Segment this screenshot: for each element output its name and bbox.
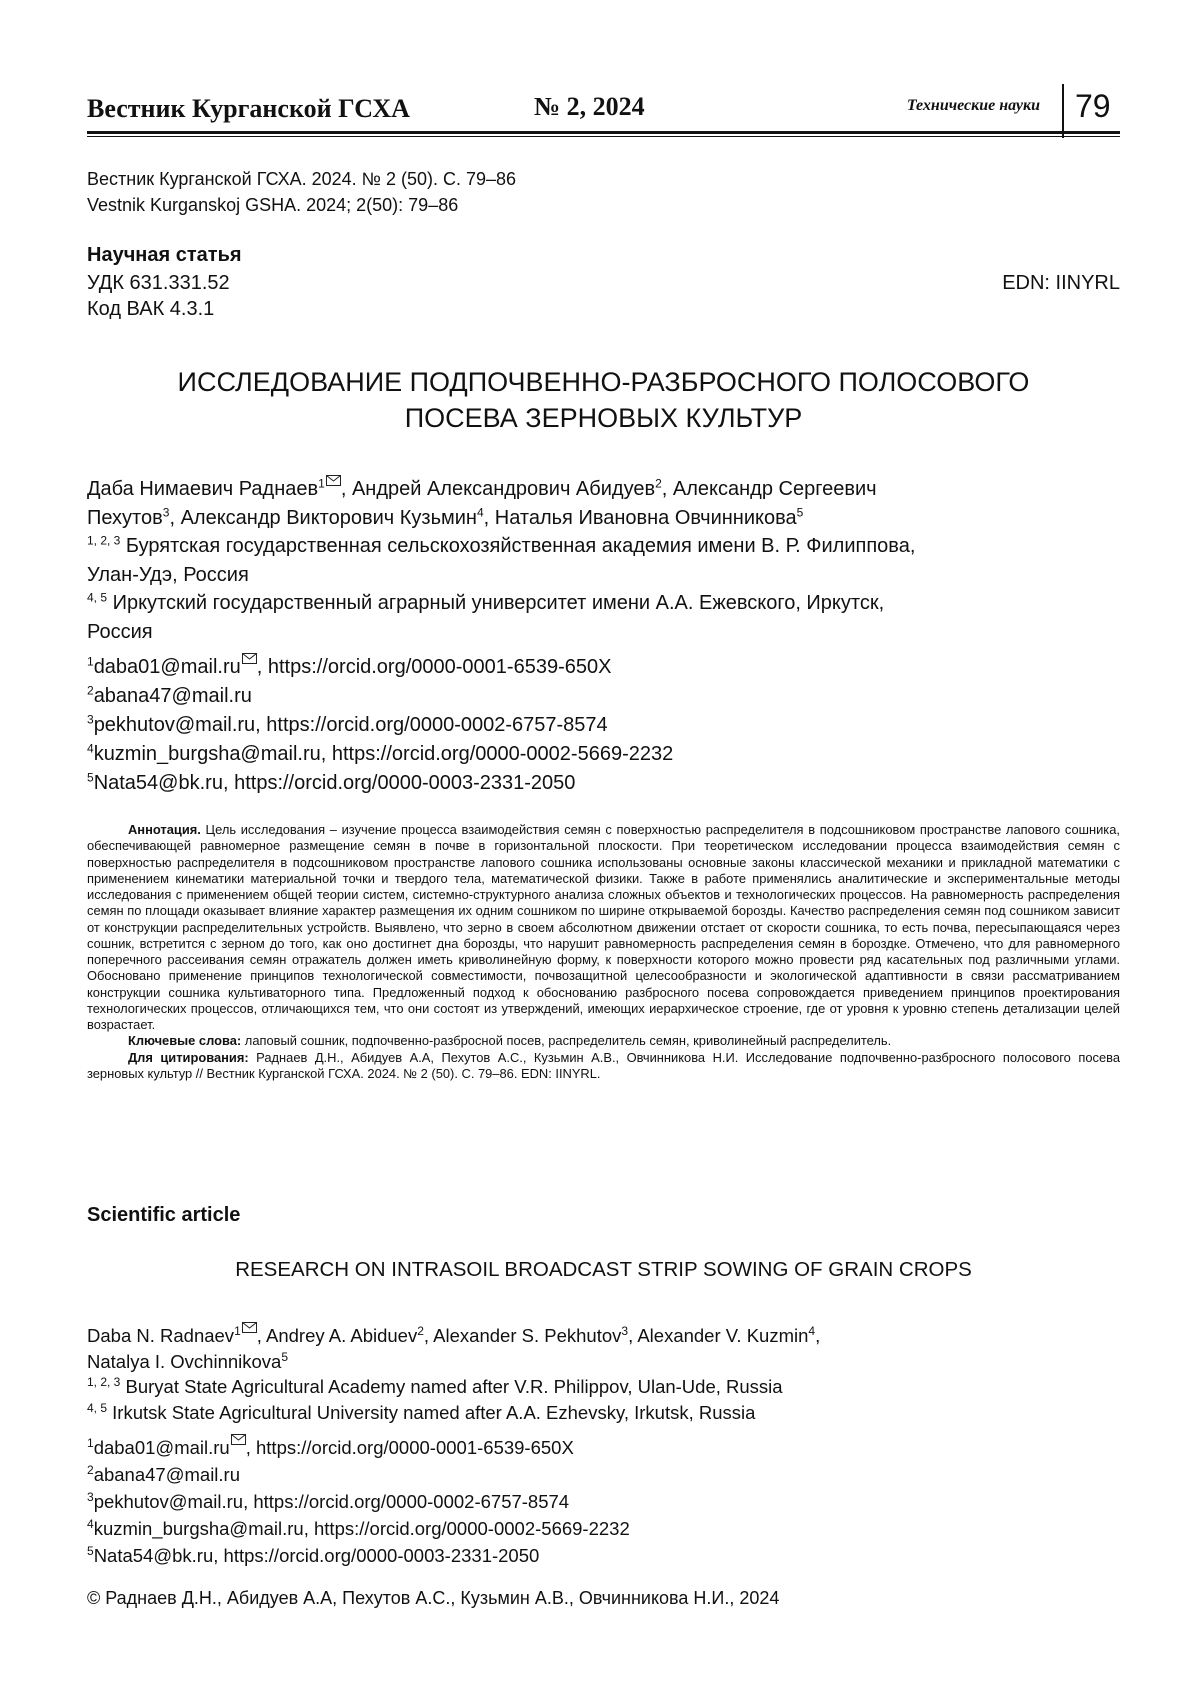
author-name: Александр Викторович Кузьмин bbox=[181, 507, 477, 529]
email-link[interactable]: abana47@mail.ru bbox=[94, 685, 252, 707]
cite-text: Раднаев Д.Н., Абидуев А.А, Пехутов А.С., Кузьмин А.В., Овчинникова Н.И. Исследование подпочвенно-разбросного полосового посева зерновых культур // Вестник Курганской ГСХА. 2024. № 2 (50). С. 79–86. EDN: IINYRL. bbox=[87, 1050, 1120, 1081]
email-link[interactable]: Nata54@bk.ru bbox=[94, 1545, 214, 1566]
contacts-en bbox=[87, 1434, 630, 1569]
affiliation-text: Бурятская государственная сельскохозяйственная академия имени В. Р. Филиппова, bbox=[126, 535, 915, 557]
page-number: 79 bbox=[1075, 88, 1111, 125]
orcid-link[interactable]: https://orcid.org/0000-0002-6757-8574 bbox=[253, 1491, 569, 1512]
journal-page bbox=[0, 0, 1200, 1698]
contact-line: 1daba01@mail.ru , https://orcid.org/0000-0001-6539-650X bbox=[87, 653, 673, 682]
email-link[interactable]: Nata54@bk.ru bbox=[94, 772, 223, 794]
citation-en: Vestnik Kurganskoj GSHA. 2024; 2(50): 79–86 bbox=[87, 192, 458, 218]
orcid-link[interactable]: https://orcid.org/0000-0002-5669-2232 bbox=[314, 1518, 630, 1539]
title-en: RESEARCH ON INTRASOIL BROADCAST STRIP SOWING OF GRAIN CROPS bbox=[87, 1258, 1120, 1282]
email-link[interactable]: daba01@mail.ru bbox=[94, 656, 241, 678]
keywords-text: лаповый сошник, подпочвенно-разбросной посев, распределитель семян, криволинейный распределитель. bbox=[245, 1033, 891, 1048]
running-header bbox=[87, 90, 1120, 134]
title-ru bbox=[87, 364, 1120, 436]
contact-line: 5Nata54@bk.ru, https://orcid.org/0000-0003-2331-2050 bbox=[87, 769, 673, 798]
abstract-text: Цель исследования – изучение процесса взаимодействия семян с поверхностью распределителя в подсошниковом пространстве лапового сошника, обеспечивающей равномерное размещение семян в почве в горизонтальной плоскости. При теоретическом исследовании процесса взаимодействия семян с поверхностью распределителя в подсошниковом пространстве лапового сошника использованы основные законы классической механики и прикладной математики с применением кинематики материальной точки и твердого тела, математической физики. Также в работе применялись аналитические и экспериментальные методы исследования с применением общей теории систем, системно-структурного анализа сложных объектов и технологических процессов. На равномерность распределения семян по площади оказывает влияние характер размещения их одним сошником по ширине открываемой борозды. Качество распределения семян под сошником зависит от конструкции распределительных устройств. Выявлено, что зерно в своем абсолютном движении отстает от скорости сошника, то есть почва, пересыпающаяся через сошник, встретится с зерном до того, как оно достигнет дна борозды, что нарушит равномерность распределения семян в бороздке. Отмечено, что для равномерного поперечного рассеивания семян отражатель должен иметь криволинейную форму, к поверхности которого можно провести ряд касательных под различными углами. Обосновано применение принципов технологической совместимости, почвозащитной целесообразности и экологической адаптивности в связи рассматриванием конструкции сошника культиваторного типа. Предложенный подход к обоснованию разбросного посева сопровождается приведением принципов проектирования технологических процессов, отличающихся тем, что они состоят из утверждений, имеющих иерархическое строение, где от уровня к уровню степень детализации целей возрастает. bbox=[87, 822, 1120, 1032]
affiliation-text: Россия bbox=[87, 618, 1127, 647]
author-name: Александр Сергеевич bbox=[673, 478, 877, 500]
affiliation-marker: 1, 2, 3 bbox=[87, 1375, 120, 1389]
affiliations-en bbox=[87, 1374, 1127, 1426]
affiliation-marker: 4, 5 bbox=[87, 1401, 107, 1415]
envelope-icon bbox=[231, 1434, 246, 1445]
affiliations-ru bbox=[87, 532, 1127, 646]
contact-line: 2abana47@mail.ru bbox=[87, 1461, 630, 1488]
affiliation-text: Buryat State Agricultural Academy named after V.R. Philippov, Ulan-Ude, Russia bbox=[126, 1376, 783, 1397]
title-ru-line-2: ПОСЕВА ЗЕРНОВЫХ КУЛЬТУР bbox=[87, 400, 1120, 436]
envelope-icon bbox=[242, 653, 257, 664]
email-link[interactable]: pekhutov@mail.ru bbox=[94, 714, 255, 736]
affiliation-marker: 4, 5 bbox=[87, 590, 107, 604]
author-name: Andrey A. Abiduev bbox=[266, 1325, 417, 1346]
orcid-link[interactable]: https://orcid.org/0000-0002-5669-2232 bbox=[332, 743, 673, 765]
envelope-icon bbox=[242, 1322, 257, 1333]
header-rule-thin bbox=[87, 136, 1120, 137]
author-name: Наталья Ивановна Овчинникова bbox=[495, 507, 797, 529]
issue-number: № 2, 2024 bbox=[534, 92, 645, 122]
edn-code: EDN: IINYRL bbox=[1002, 270, 1120, 296]
email-link[interactable]: kuzmin_burgsha@mail.ru bbox=[94, 1518, 304, 1539]
keywords-label: Ключевые слова: bbox=[128, 1033, 241, 1048]
keywords-paragraph bbox=[87, 1033, 1120, 1049]
orcid-link[interactable]: https://orcid.org/0000-0003-2331-2050 bbox=[234, 772, 575, 794]
vak-code: Код ВАК 4.3.1 bbox=[87, 296, 214, 322]
author-name: Natalya I. Ovchinnikova bbox=[87, 1351, 281, 1372]
author-name: Daba N. Radnaev bbox=[87, 1325, 234, 1346]
cite-label: Для цитирования: bbox=[128, 1050, 249, 1065]
author-name: Alexander V. Kuzmin bbox=[637, 1325, 808, 1346]
udk-code: УДК 631.331.52 bbox=[87, 270, 230, 296]
contact-line: 4kuzmin_burgsha@mail.ru, https://orcid.org/0000-0002-5669-2232 bbox=[87, 1515, 630, 1542]
affiliation-text: Irkutsk State Agricultural University named after A.A. Ezhevsky, Irkutsk, Russia bbox=[112, 1402, 755, 1423]
header-divider bbox=[1062, 84, 1064, 138]
orcid-link[interactable]: https://orcid.org/0000-0003-2331-2050 bbox=[224, 1545, 540, 1566]
journal-name: Вестник Курганской ГСХА bbox=[87, 94, 410, 124]
abstract-paragraph bbox=[87, 822, 1120, 1033]
citation-ru: Вестник Курганской ГСХА. 2024. № 2 (50). С. 79–86 bbox=[87, 166, 516, 192]
abstract-label: Аннотация. bbox=[128, 822, 201, 837]
envelope-icon bbox=[326, 475, 341, 486]
contact-line: 1daba01@mail.ru , https://orcid.org/0000-0001-6539-650X bbox=[87, 1434, 630, 1461]
orcid-link[interactable]: https://orcid.org/0000-0001-6539-650X bbox=[256, 1437, 574, 1458]
article-type-ru: Научная статья bbox=[87, 244, 242, 267]
email-link[interactable]: pekhutov@mail.ru bbox=[94, 1491, 243, 1512]
affiliation-text: Иркутский государственный аграрный университет имени А.А. Ежевского, Иркутск, bbox=[113, 592, 885, 614]
contact-line: 3pekhutov@mail.ru, https://orcid.org/0000-0002-6757-8574 bbox=[87, 711, 673, 740]
contact-line: 3pekhutov@mail.ru, https://orcid.org/0000-0002-6757-8574 bbox=[87, 1488, 630, 1515]
author-name: Андрей Александрович Абидуев bbox=[352, 478, 655, 500]
email-link[interactable]: daba01@mail.ru bbox=[94, 1437, 230, 1458]
article-type-en: Scientific article bbox=[87, 1204, 240, 1227]
contact-line: 2abana47@mail.ru bbox=[87, 682, 673, 711]
orcid-link[interactable]: https://orcid.org/0000-0001-6539-650X bbox=[268, 656, 612, 678]
orcid-link[interactable]: https://orcid.org/0000-0002-6757-8574 bbox=[266, 714, 607, 736]
authors-ru: Даба Нимаевич Раднаев1 , Андрей Александрович Абидуев2, Александр Сергеевич Пехутов3, Александр Викторович Кузьмин4, Наталья Ивановна Овчинникова5 bbox=[87, 475, 1127, 532]
author-name: Даба Нимаевич Раднаев bbox=[87, 478, 318, 500]
section-name: Технические науки bbox=[907, 97, 1040, 115]
affiliation-text: Улан-Удэ, Россия bbox=[87, 561, 1127, 590]
authors-en: Daba N. Radnaev1 , Andrey A. Abiduev2, Alexander S. Pekhutov3, Alexander V. Kuzmin4, Natalya I. Ovchinnikova5 bbox=[87, 1322, 1127, 1375]
contacts-ru bbox=[87, 653, 673, 798]
title-ru-line-1: ИССЛЕДОВАНИЕ ПОДПОЧВЕННО-РАЗБРОСНОГО ПОЛОСОВОГО bbox=[87, 364, 1120, 400]
email-link[interactable]: abana47@mail.ru bbox=[94, 1464, 240, 1485]
cite-paragraph bbox=[87, 1050, 1120, 1083]
email-link[interactable]: kuzmin_burgsha@mail.ru bbox=[94, 743, 321, 765]
contact-line: 4kuzmin_burgsha@mail.ru, https://orcid.org/0000-0002-5669-2232 bbox=[87, 740, 673, 769]
affiliation-marker: 1, 2, 3 bbox=[87, 533, 120, 547]
author-name: Alexander S. Pekhutov bbox=[433, 1325, 621, 1346]
abstract-block bbox=[87, 822, 1120, 1082]
copyright-line: © Раднаев Д.Н., Абидуев А.А, Пехутов А.С., Кузьмин А.В., Овчинникова Н.И., 2024 bbox=[87, 1588, 779, 1609]
header-rule-thick bbox=[87, 131, 1120, 134]
author-name: Пехутов bbox=[87, 507, 163, 529]
contact-line: 5Nata54@bk.ru, https://orcid.org/0000-0003-2331-2050 bbox=[87, 1542, 630, 1569]
